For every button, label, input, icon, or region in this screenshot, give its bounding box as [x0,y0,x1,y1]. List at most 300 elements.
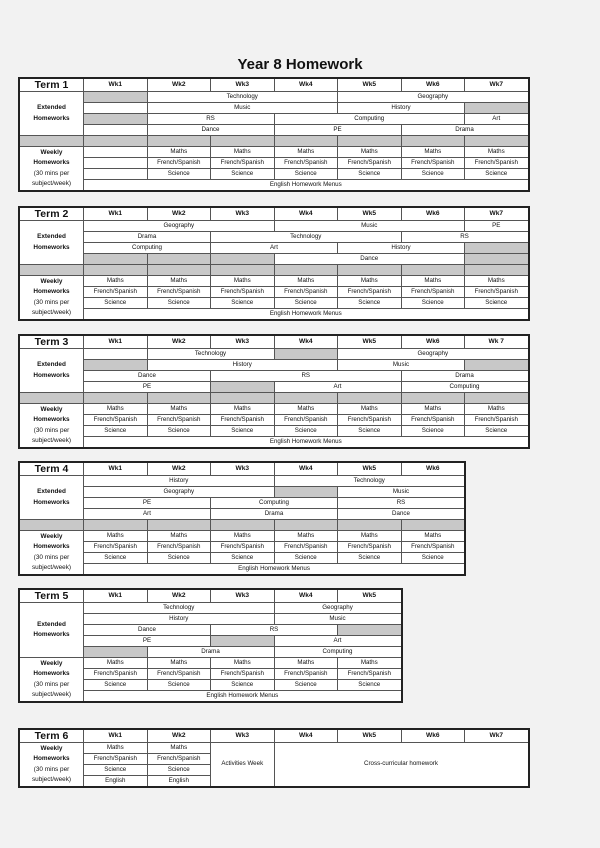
week-header: Wk2 [148,590,212,603]
subject-cell: Maths [84,531,148,542]
subject-cell: French/Spanish [338,158,402,169]
label-line: Homeworks [33,631,70,638]
label-line: subject/week) [31,563,72,571]
subject-cell: Science [338,680,402,691]
subject-cell: Science [148,298,212,309]
term-name: Term 5 [20,590,84,603]
subject-cell: Maths [148,743,212,754]
empty-cell [84,92,148,103]
empty-cell [84,125,148,136]
spacer-cell [148,393,212,404]
spacer-cell [148,136,212,147]
subject-cell: Maths [148,531,212,542]
spacer-cell [20,393,84,404]
extended-homeworks-label [20,92,84,136]
subject-cell: French/Spanish [275,158,339,169]
subject-cell: French/Spanish [148,158,212,169]
subject-cell: Drama [148,647,275,658]
subject-cell: French/Spanish [211,415,275,426]
subject-cell: Science [211,298,275,309]
subject-cell: History [84,476,275,487]
subject-cell: PE [84,382,211,393]
label-line: (30 mins per [33,765,70,773]
subject-cell: English Homework Menus [84,564,465,575]
page-title: Year 8 Homework [237,56,363,73]
subject-cell: RS [211,371,402,382]
subject-cell: French/Spanish [402,287,466,298]
subject-cell: Science [402,553,466,564]
week-header: Wk2 [148,208,212,221]
subject-cell: French/Spanish [148,754,212,765]
label-line: (30 mins per [33,298,70,306]
subject-cell: Dance [84,625,211,636]
empty-cell [211,382,275,393]
week-header: Wk5 [338,590,402,603]
week-header: Wk1 [84,730,148,743]
week-header: Wk3 [211,730,275,743]
empty-cell [84,647,148,658]
spacer-cell [402,393,466,404]
subject-cell: French/Spanish [465,158,529,169]
weekly-homeworks-label [20,531,84,575]
weekly-label [20,743,84,787]
subject-cell: Science [84,680,148,691]
subject-cell: French/Spanish [338,542,402,553]
subject-cell: Science [338,553,402,564]
subject-cell: English [84,776,148,787]
extended-homeworks-label [20,603,84,658]
subject-cell: Maths [148,404,212,415]
spacer-cell [275,265,339,276]
spacer-cell [211,520,275,531]
week-header: Wk2 [148,336,212,349]
subject-cell: Drama [402,371,529,382]
subject-cell: Maths [338,404,402,415]
weekly-homeworks-label [20,658,84,702]
week-header: Wk3 [211,208,275,221]
subject-cell: Technology [275,476,466,487]
subject-cell: Technology [148,92,339,103]
subject-cell: RS [402,232,529,243]
week-header: Wk4 [275,336,339,349]
subject-cell: English [148,776,212,787]
subject-cell: French/Spanish [338,415,402,426]
subject-cell: Drama [84,232,211,243]
label-line: Extended [37,104,66,112]
subject-cell: French/Spanish [275,542,339,553]
subject-cell: Art [211,243,338,254]
empty-cell [338,625,402,636]
subject-cell: Dance [84,371,211,382]
subject-cell: Maths [402,404,466,415]
subject-cell: English Homework Menus [84,437,529,448]
spacer-cell [84,265,148,276]
label-line: Weekly [40,149,63,156]
spacer-cell [211,393,275,404]
subject-cell: French/Spanish [211,669,275,680]
subject-cell: Science [148,680,212,691]
subject-cell: Maths [338,276,402,287]
label-line: Homeworks [33,543,70,551]
spacer-cell [84,520,148,531]
subject-cell: Science [211,169,275,180]
week-header: Wk3 [211,590,275,603]
subject-cell: French/Spanish [402,542,466,553]
week-header: Wk1 [84,208,148,221]
week-header: Wk2 [148,463,212,476]
week-header: Wk3 [211,463,275,476]
empty-cell [84,158,148,169]
subject-cell: French/Spanish [338,287,402,298]
subject-cell: PE [84,636,211,647]
subject-cell: PE [84,498,211,509]
subject-cell: French/Spanish [84,754,148,765]
spacer-cell [402,136,466,147]
week-header: Wk2 [148,79,212,92]
subject-cell: Science [148,553,212,564]
empty-cell [84,114,148,125]
label-line: Homeworks [33,416,70,424]
week-header: Wk7 [465,208,529,221]
subject-cell: Computing [275,114,466,125]
label-line: Homeworks [33,159,70,167]
subject-cell: Maths [275,531,339,542]
week-header: Wk5 [338,336,402,349]
subject-cell: French/Spanish [148,287,212,298]
subject-cell: Science [84,765,148,776]
subject-cell: Science [148,765,212,776]
subject-cell: Technology [84,603,275,614]
term-name: Term 2 [20,208,84,221]
subject-cell: Science [275,680,339,691]
subject-cell: Music [275,221,466,232]
subject-cell: PE [275,125,402,136]
spacer-cell [20,265,84,276]
label-line: Extended [37,488,66,496]
week-header: Wk1 [84,590,148,603]
subject-cell: Science [465,298,529,309]
extended-homeworks-label [20,476,84,520]
subject-cell: Geography [84,487,275,498]
subject-cell: Maths [402,531,466,542]
label-line: subject/week) [31,775,72,783]
subject-cell: French/Spanish [211,287,275,298]
subject-cell: Maths [275,147,339,158]
subject-cell: French/Spanish [148,669,212,680]
label-line: Homeworks [33,498,70,506]
spacer-cell [338,520,402,531]
subject-cell: French/Spanish [84,669,148,680]
term-table [18,206,530,321]
subject-cell: RS [211,625,338,636]
subject-cell: Art [275,382,402,393]
week-header: Wk4 [275,79,339,92]
week-header: Wk1 [84,463,148,476]
subject-cell: Maths [84,658,148,669]
term-name: Term 1 [20,79,84,92]
label-line: (30 mins per [33,680,70,688]
empty-cell [275,349,339,360]
subject-cell: Maths [211,276,275,287]
subject-cell: Science [402,298,466,309]
week-header: Wk1 [84,336,148,349]
subject-cell: Computing [211,498,338,509]
week-header: Wk7 [465,79,529,92]
empty-cell [84,169,148,180]
extended-homeworks-label [20,349,84,393]
spacer-cell [338,136,402,147]
term-table [18,728,530,788]
subject-cell: Maths [211,147,275,158]
subject-cell: Music [275,614,402,625]
subject-cell: French/Spanish [465,415,529,426]
label-line: Weekly [40,745,63,752]
label-line: Homeworks [33,755,70,763]
label-line: (30 mins per [33,169,70,177]
empty-cell [84,103,148,114]
subject-cell: Science [338,169,402,180]
subject-cell: RS [148,114,275,125]
subject-cell: Maths [148,147,212,158]
subject-cell: English Homework Menus [84,691,402,702]
week-header: Wk4 [275,590,339,603]
weekly-homeworks-label [20,276,84,320]
subject-cell: Computing [84,243,211,254]
spacer-cell [338,265,402,276]
subject-cell: French/Spanish [84,415,148,426]
label-line: Extended [37,233,66,241]
week-header: Wk6 [402,730,466,743]
subject-cell: Science [338,298,402,309]
week-header: Wk1 [84,79,148,92]
subject-cell: Science [338,426,402,437]
week-header: Wk6 [402,463,466,476]
subject-cell: Maths [84,404,148,415]
subject-cell: Science [211,680,275,691]
subject-cell: French/Spanish [148,542,212,553]
spacer-cell [148,520,212,531]
subject-cell: Maths [275,276,339,287]
empty-cell [465,243,529,254]
spacer-cell [275,520,339,531]
subject-cell: Geography [275,603,402,614]
subject-cell: Art [465,114,529,125]
subject-cell: English Homework Menus [84,180,529,191]
week-header: Wk3 [211,79,275,92]
activities-week-cell: Activities Week [211,743,275,787]
empty-cell [211,254,275,265]
subject-cell: Science [402,426,466,437]
spacer-cell [20,136,84,147]
term-table [18,588,403,703]
subject-cell: Science [211,553,275,564]
subject-cell: Science [402,169,466,180]
spacer-cell [338,393,402,404]
subject-cell: Science [275,169,339,180]
subject-cell: Maths [275,658,339,669]
week-header: Wk2 [148,730,212,743]
subject-cell: History [84,614,275,625]
subject-cell: Art [84,509,211,520]
subject-cell: Science [148,426,212,437]
label-line: Weekly [40,533,63,540]
spacer-cell [465,393,529,404]
subject-cell: French/Spanish [338,669,402,680]
week-header: Wk 7 [465,336,529,349]
empty-cell [275,487,339,498]
label-line: subject/week) [31,436,72,444]
spacer-cell [20,520,84,531]
spacer-cell [84,393,148,404]
empty-cell [84,147,148,158]
subject-cell: Technology [211,232,402,243]
term-table [18,77,530,192]
subject-cell: French/Spanish [275,669,339,680]
term-name: Term 3 [20,336,84,349]
subject-cell: Science [465,169,529,180]
subject-cell: Maths [338,531,402,542]
week-header: Wk7 [465,730,529,743]
week-header: Wk6 [402,79,466,92]
subject-cell: French/Spanish [211,158,275,169]
subject-cell: Maths [84,743,148,754]
spacer-cell [402,265,466,276]
subject-cell: Maths [465,147,529,158]
subject-cell: Science [275,426,339,437]
subject-cell: Science [84,426,148,437]
subject-cell: French/Spanish [275,287,339,298]
label-line: Homeworks [33,114,70,122]
weekly-homeworks-label [20,404,84,448]
subject-cell: Geography [338,349,529,360]
subject-cell: Maths [402,147,466,158]
subject-cell: French/Spanish [148,415,212,426]
label-line: Homeworks [33,371,70,379]
subject-cell: Maths [211,404,275,415]
subject-cell: Science [275,553,339,564]
spacer-cell [465,136,529,147]
subject-cell: Maths [211,658,275,669]
empty-cell [148,254,212,265]
label-line: Extended [37,620,66,628]
subject-cell: Geography [338,92,529,103]
empty-cell [465,103,529,114]
subject-cell: Maths [148,276,212,287]
label-line: subject/week) [31,690,72,698]
term-name: Term 4 [20,463,84,476]
subject-cell: Dance [338,509,465,520]
subject-cell: Maths [275,404,339,415]
empty-cell [465,360,529,371]
subject-cell: Maths [84,276,148,287]
subject-cell: French/Spanish [84,287,148,298]
subject-cell: Maths [211,531,275,542]
subject-cell: French/Spanish [275,415,339,426]
subject-cell: Science [465,426,529,437]
weekly-homeworks-label [20,147,84,191]
subject-cell: Science [84,553,148,564]
spacer-cell [84,136,148,147]
subject-cell: Maths [465,404,529,415]
subject-cell: History [148,360,339,371]
week-header: Wk5 [338,208,402,221]
subject-cell: French/Spanish [402,415,466,426]
label-line: Weekly [40,278,63,285]
subject-cell: Geography [84,221,275,232]
week-header: Wk5 [338,79,402,92]
extended-homeworks-label [20,221,84,265]
spacer-cell [148,265,212,276]
label-line: Homeworks [33,670,70,678]
label-line: Extended [37,361,66,369]
subject-cell: Computing [402,382,529,393]
subject-cell: Science [211,426,275,437]
subject-cell: French/Spanish [211,542,275,553]
subject-cell: Science [148,169,212,180]
label-line: (30 mins per [33,426,70,434]
subject-cell: Dance [275,254,466,265]
subject-cell: Music [338,487,465,498]
empty-cell [465,254,529,265]
week-header: Wk3 [211,336,275,349]
label-line: subject/week) [31,308,72,316]
subject-cell: Dance [148,125,275,136]
subject-cell: Technology [148,349,275,360]
subject-cell: Science [275,298,339,309]
subject-cell: Music [148,103,339,114]
week-header: Wk6 [402,336,466,349]
subject-cell: Art [275,636,402,647]
spacer-cell [402,520,466,531]
week-header: Wk4 [275,730,339,743]
subject-cell: French/Spanish [465,287,529,298]
subject-cell: English Homework Menus [84,309,529,320]
spacer-cell [465,265,529,276]
subject-cell: Science [84,298,148,309]
empty-cell [84,349,148,360]
week-header: Wk6 [402,208,466,221]
subject-cell: French/Spanish [402,158,466,169]
spacer-cell [275,393,339,404]
term-name: Term 6 [20,730,84,743]
subject-cell: History [338,243,465,254]
label-line: Weekly [40,660,63,667]
subject-cell: Maths [148,658,212,669]
subject-cell: Music [338,360,465,371]
subject-cell: Maths [338,147,402,158]
cross-curricular-cell: Cross-curricular homework [275,743,529,787]
subject-cell: Drama [402,125,529,136]
term-table [18,334,530,449]
subject-cell: Computing [275,647,402,658]
empty-cell [84,360,148,371]
week-header: Wk5 [338,730,402,743]
label-line: Homeworks [33,243,70,251]
subject-cell: RS [338,498,465,509]
term-table [18,461,466,576]
week-header: Wk4 [275,463,339,476]
week-header: Wk4 [275,208,339,221]
subject-cell: French/Spanish [84,542,148,553]
label-line: Homeworks [33,288,70,296]
empty-cell [84,254,148,265]
subject-cell: Drama [211,509,338,520]
label-line: (30 mins per [33,553,70,561]
spacer-cell [211,265,275,276]
label-line: Weekly [40,406,63,413]
subject-cell: Maths [402,276,466,287]
subject-cell: History [338,103,465,114]
